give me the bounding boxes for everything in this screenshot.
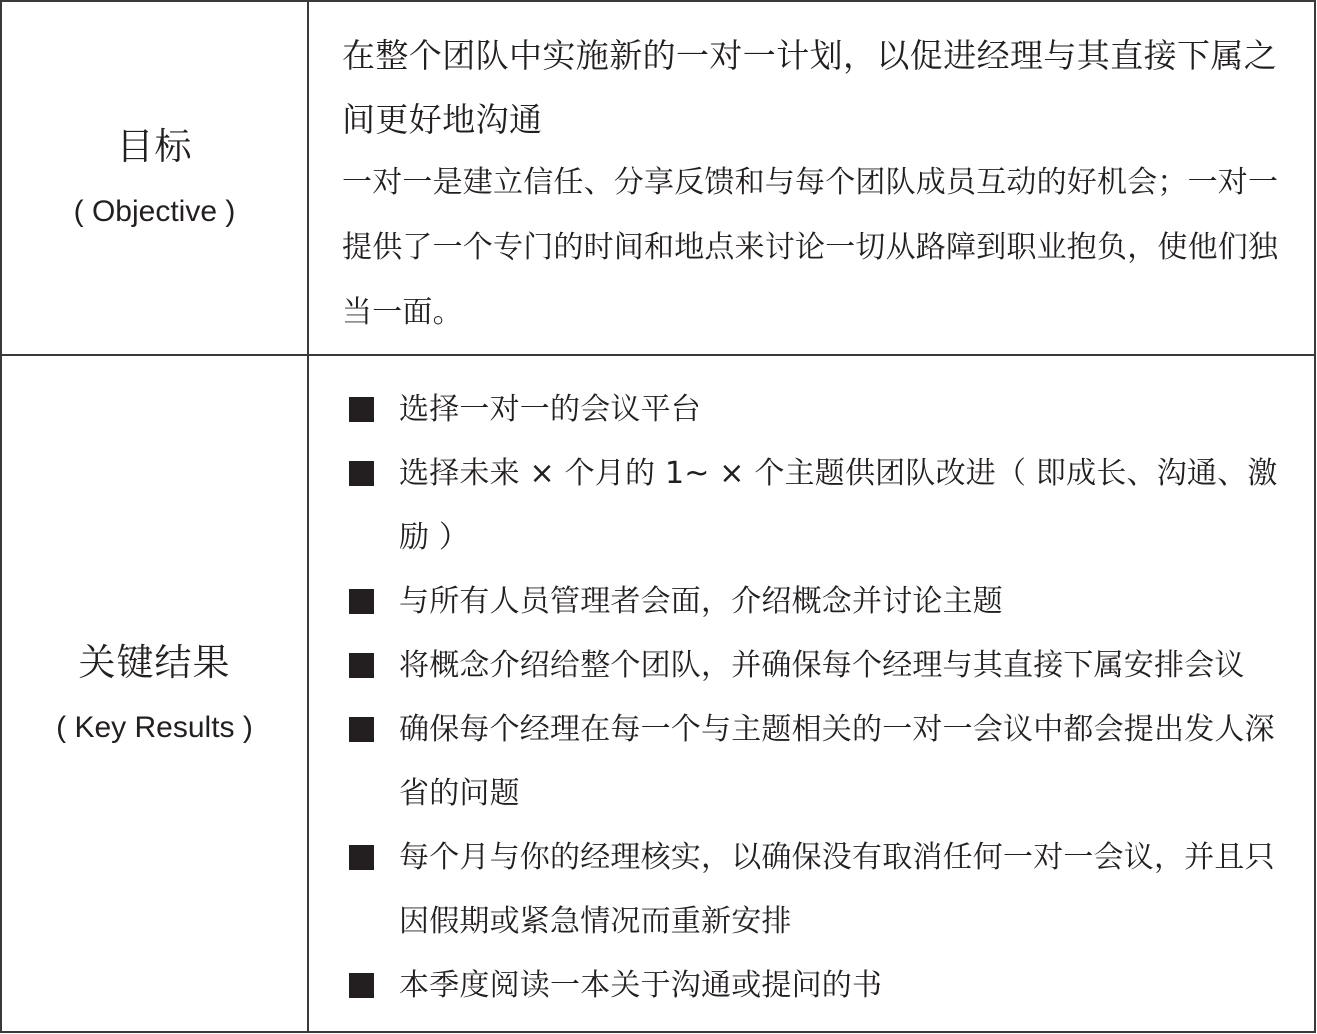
key-result-item (349, 698, 1294, 826)
square-bullet-icon (349, 845, 374, 870)
key-result-item (349, 826, 1294, 954)
square-bullet-icon (349, 717, 374, 742)
key-result-text: 与所有人员管理者会面，介绍概念并讨论主题 (399, 584, 1003, 619)
key-result-text: 确保每个经理在每一个与主题相关的一对一会议中都会提出发人深省的问题 (399, 712, 1275, 811)
key-result-text: 每个月与你的经理核实，以确保没有取消任何一对一会议，并且只因假期或紧急情况而重新安排 (399, 840, 1275, 939)
key-results-row (2, 356, 1314, 1031)
objective-label-english: ( Objective ) (73, 195, 236, 228)
key-result-item (349, 570, 1294, 634)
square-bullet-icon (349, 397, 374, 422)
objective-content-cell (309, 2, 1314, 354)
objective-label-cell (2, 2, 309, 354)
square-bullet-icon (349, 589, 374, 614)
key-result-item (349, 378, 1294, 442)
square-bullet-icon (349, 653, 374, 678)
key-results-label-chinese: 关键结果 (78, 640, 231, 684)
objective-description: 一对一是建立信任、分享反馈和与每个团队成员互动的好机会；一对一提供了一个专门的时间和地点来讨论一切从路障到职业抱负，使他们独当一面。 (342, 165, 1279, 330)
key-result-text: 本季度阅读一本关于沟通或提问的书 (399, 968, 883, 1003)
objective-row (2, 2, 1314, 356)
key-result-text: 选择一对一的会议平台 (399, 392, 701, 427)
key-result-item (349, 442, 1294, 570)
key-results-label-english: ( Key Results ) (56, 710, 253, 744)
key-result-item (349, 634, 1294, 698)
key-result-item (349, 954, 1294, 1018)
key-results-content-cell (309, 356, 1314, 1031)
objective-label-chinese: 目标 (116, 125, 193, 168)
square-bullet-icon (349, 973, 374, 998)
square-bullet-icon (349, 461, 374, 486)
key-result-text: 选择未来 × 个月的 1~ × 个主题供团队改进（ 即成长、沟通、激励 ） (399, 456, 1278, 555)
key-result-text: 将概念介绍给整个团队，并确保每个经理与其直接下属安排会议 (399, 648, 1245, 683)
key-results-list (349, 378, 1294, 1018)
key-results-label-cell (2, 356, 309, 1031)
objective-headline: 在整个团队中实施新的一对一计划，以促进经理与其直接下属之间更好地沟通 (342, 36, 1278, 139)
